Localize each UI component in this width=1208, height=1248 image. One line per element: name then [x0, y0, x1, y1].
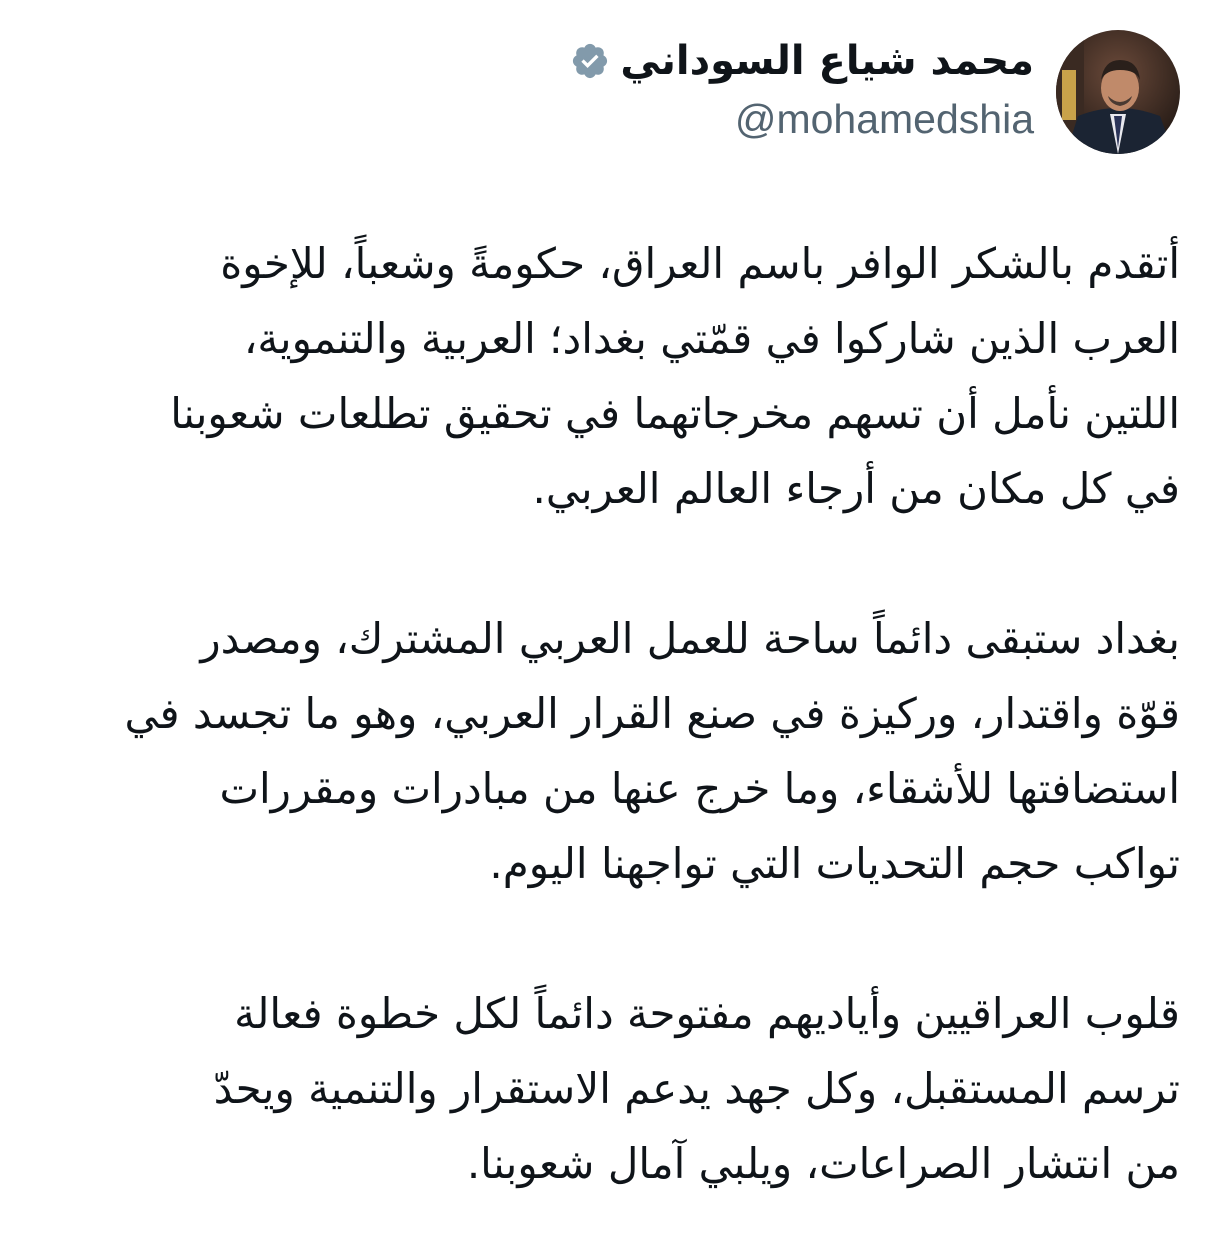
text-line: العرب الذين شاركوا في قمّتي بغداد؛ العربية والتنموية،: [243, 314, 1180, 363]
tweet-paragraph: [0, 601, 1180, 901]
user-handle[interactable]: @mohamedshia: [734, 96, 1034, 142]
display-name[interactable]: محمد شياع السوداني: [620, 38, 1034, 84]
text-line: اللتين نأمل أن تسهم مخرجاتهما في تحقيق تطلعات شعوبنا: [170, 389, 1180, 438]
tweet-paragraph: [0, 976, 1180, 1201]
text-line: قوّة واقتدار، وركيزة في صنع القرار العربي، وهو ما تجسد في: [124, 689, 1180, 738]
text-line: تواكب حجم التحديات التي تواجهنا اليوم.: [489, 839, 1180, 888]
avatar[interactable]: [1056, 30, 1180, 154]
text-line: استضافتها للأشقاء، وما خرج عنها من مبادرات ومقررات: [219, 764, 1180, 813]
text-line: أتقدم بالشكر الوافر باسم العراق، حكومةً وشعباً، للإخوة: [220, 239, 1180, 288]
tweet-text: [0, 226, 1180, 1201]
text-line: ترسم المستقبل، وكل جهد يدعم الاستقرار والتنمية ويحدّ: [213, 1064, 1180, 1113]
avatar-image: [1056, 30, 1180, 154]
text-line: في كل مكان من أرجاء العالم العربي.: [532, 464, 1180, 513]
text-line: بغداد ستبقى دائماً ساحة للعمل العربي المشترك، ومصدر: [200, 614, 1180, 663]
text-line: من انتشار الصراعات، ويلبي آمال شعوبنا.: [466, 1139, 1180, 1188]
verified-badge-icon: [570, 41, 610, 81]
tweet-header: [570, 30, 1180, 154]
display-name-row[interactable]: [570, 33, 1034, 89]
tweet-paragraph: [0, 226, 1180, 526]
text-line: قلوب العراقيين وأياديهم مفتوحة دائماً لكل خطوة فعالة: [234, 989, 1180, 1038]
author-names: [570, 33, 1034, 145]
